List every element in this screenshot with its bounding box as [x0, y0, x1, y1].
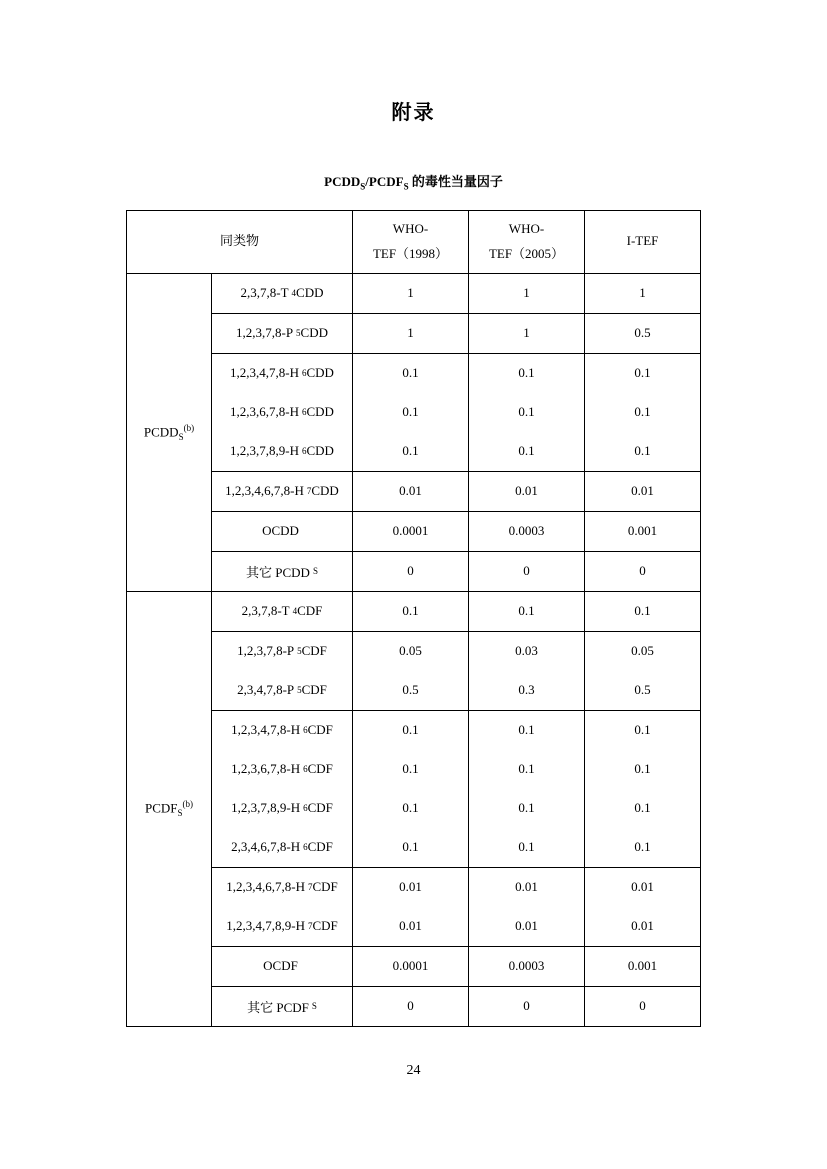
tef-value-cell: 0 [585, 551, 701, 591]
col-header-i-tef: I-TEF [585, 210, 701, 273]
tef-value-cell: 1 [469, 313, 585, 353]
compound-name-cell: 其它 PCDD S [212, 551, 353, 591]
tef-value-cell: 1 [353, 313, 469, 353]
table-row [127, 551, 701, 591]
table-row [127, 867, 701, 946]
tef-value-cell: 0.01 [353, 471, 469, 511]
col-header-who-tef-2005 [469, 210, 585, 273]
group-superscript: (b) [182, 799, 194, 810]
table-row [127, 511, 701, 551]
table-row [127, 273, 701, 313]
group-label-pcdds [127, 273, 212, 591]
tef-value-cell: 0.1 [585, 591, 701, 631]
caption-text: /PCDF [365, 174, 404, 189]
group-label-pcdfs [127, 591, 212, 1026]
caption-subscript: S [360, 181, 366, 192]
table-row [127, 710, 701, 867]
compound-name-cell: OCDD [212, 511, 353, 551]
compound-name-cell: 1,2,3,4,6,7,8-H 7 CDF 1,2,3,4,7,8,9-H 7 CDF [212, 867, 353, 946]
tef-value-cell: 0 [353, 986, 469, 1026]
header-line: WHO- [392, 220, 429, 236]
compound-name-cell: OCDF [212, 946, 353, 986]
compound-name-cell: 2,3,7,8-T 4 CDD [212, 273, 353, 313]
tef-value-cell: 0.1 0.1 0.1 0.1 [585, 710, 701, 867]
tef-value-cell: 0.0003 [469, 511, 585, 551]
group-text: PCDD [143, 423, 179, 439]
table-row [127, 471, 701, 511]
header-line: TEF（1998） [372, 245, 449, 261]
compound-name-cell: 其它 PCDF S [212, 986, 353, 1026]
tef-value-cell: 0.1 [353, 591, 469, 631]
tef-value-cell: 1 [353, 273, 469, 313]
tef-value-cell: 1 [585, 273, 701, 313]
tef-value-cell: 0.1 [469, 591, 585, 631]
compound-name-cell: 1,2,3,4,7,8-H 6 CDD 1,2,3,6,7,8-H 6 CDD 1,2,3,7,8,9-H 6 CDD [212, 353, 353, 471]
table-row [127, 631, 701, 710]
page-title: 附录 [391, 102, 436, 124]
tef-value-cell: 0.0003 [469, 946, 585, 986]
col-header-congener: 同类物 [127, 210, 353, 273]
tef-value-cell: 0.1 0.1 0.1 [585, 353, 701, 471]
tef-value-cell: 1 [469, 273, 585, 313]
table-row [127, 946, 701, 986]
tef-table [126, 210, 701, 1027]
table-row [127, 986, 701, 1026]
tef-value-cell: 0.01 [585, 471, 701, 511]
tef-value-cell: 0.001 [585, 946, 701, 986]
group-superscript: (b) [183, 422, 195, 433]
tef-value-cell: 0.01 0.01 [585, 867, 701, 946]
header-line: TEF（2005） [488, 245, 565, 261]
tef-value-cell: 0.5 [585, 313, 701, 353]
tef-value-cell: 0.03 0.3 [469, 631, 585, 710]
table-row [127, 313, 701, 353]
tef-value-cell: 0.1 0.1 0.1 0.1 [353, 710, 469, 867]
compound-name-cell: 1,2,3,4,7,8-H 6 CDF 1,2,3,6,7,8-H 6 CDF 1,2,3,7,8,9-H 6 CDF 2,3,4,6,7,8-H 6 CDF [212, 710, 353, 867]
table-row [127, 591, 701, 631]
caption-text: 的毒性当量因子 [408, 174, 503, 189]
tef-value-cell: 0.0001 [353, 946, 469, 986]
tef-value-cell: 0.0001 [353, 511, 469, 551]
page-number: 24 [406, 1062, 421, 1078]
tef-value-cell: 0.01 0.01 [353, 867, 469, 946]
tef-value-cell: 0.05 0.5 [353, 631, 469, 710]
compound-name-cell: 1,2,3,7,8-P 5 CDD [212, 313, 353, 353]
tef-value-cell: 0.1 0.1 0.1 [353, 353, 469, 471]
tef-value-cell: 0 [469, 986, 585, 1026]
tef-value-cell: 0.001 [585, 511, 701, 551]
group-subscript: S [177, 808, 183, 819]
compound-name-cell: 1,2,3,4,6,7,8-H 7 CDD [212, 471, 353, 511]
tef-value-cell: 0 [353, 551, 469, 591]
table-caption [0, 171, 827, 192]
tef-value-cell: 0.1 0.1 0.1 0.1 [469, 710, 585, 867]
table-header-row [127, 210, 701, 273]
tef-value-cell: 0.01 0.01 [469, 867, 585, 946]
table-row [127, 353, 701, 471]
compound-name-cell: 1,2,3,7,8-P 5 CDF 2,3,4,7,8-P 5 CDF [212, 631, 353, 710]
group-text: PCDF [144, 800, 178, 816]
tef-value-cell: 0.1 0.1 0.1 [469, 353, 585, 471]
caption-subscript: S [403, 181, 409, 192]
caption-text: PCDD [324, 174, 361, 189]
group-subscript: S [178, 431, 184, 442]
tef-value-cell: 0.05 0.5 [585, 631, 701, 710]
tef-value-cell: 0.01 [469, 471, 585, 511]
tef-value-cell: 0 [469, 551, 585, 591]
compound-name-cell: 2,3,7,8-T 4 CDF [212, 591, 353, 631]
header-line: WHO- [508, 220, 545, 236]
tef-value-cell: 0 [585, 986, 701, 1026]
col-header-who-tef-1998 [353, 210, 469, 273]
